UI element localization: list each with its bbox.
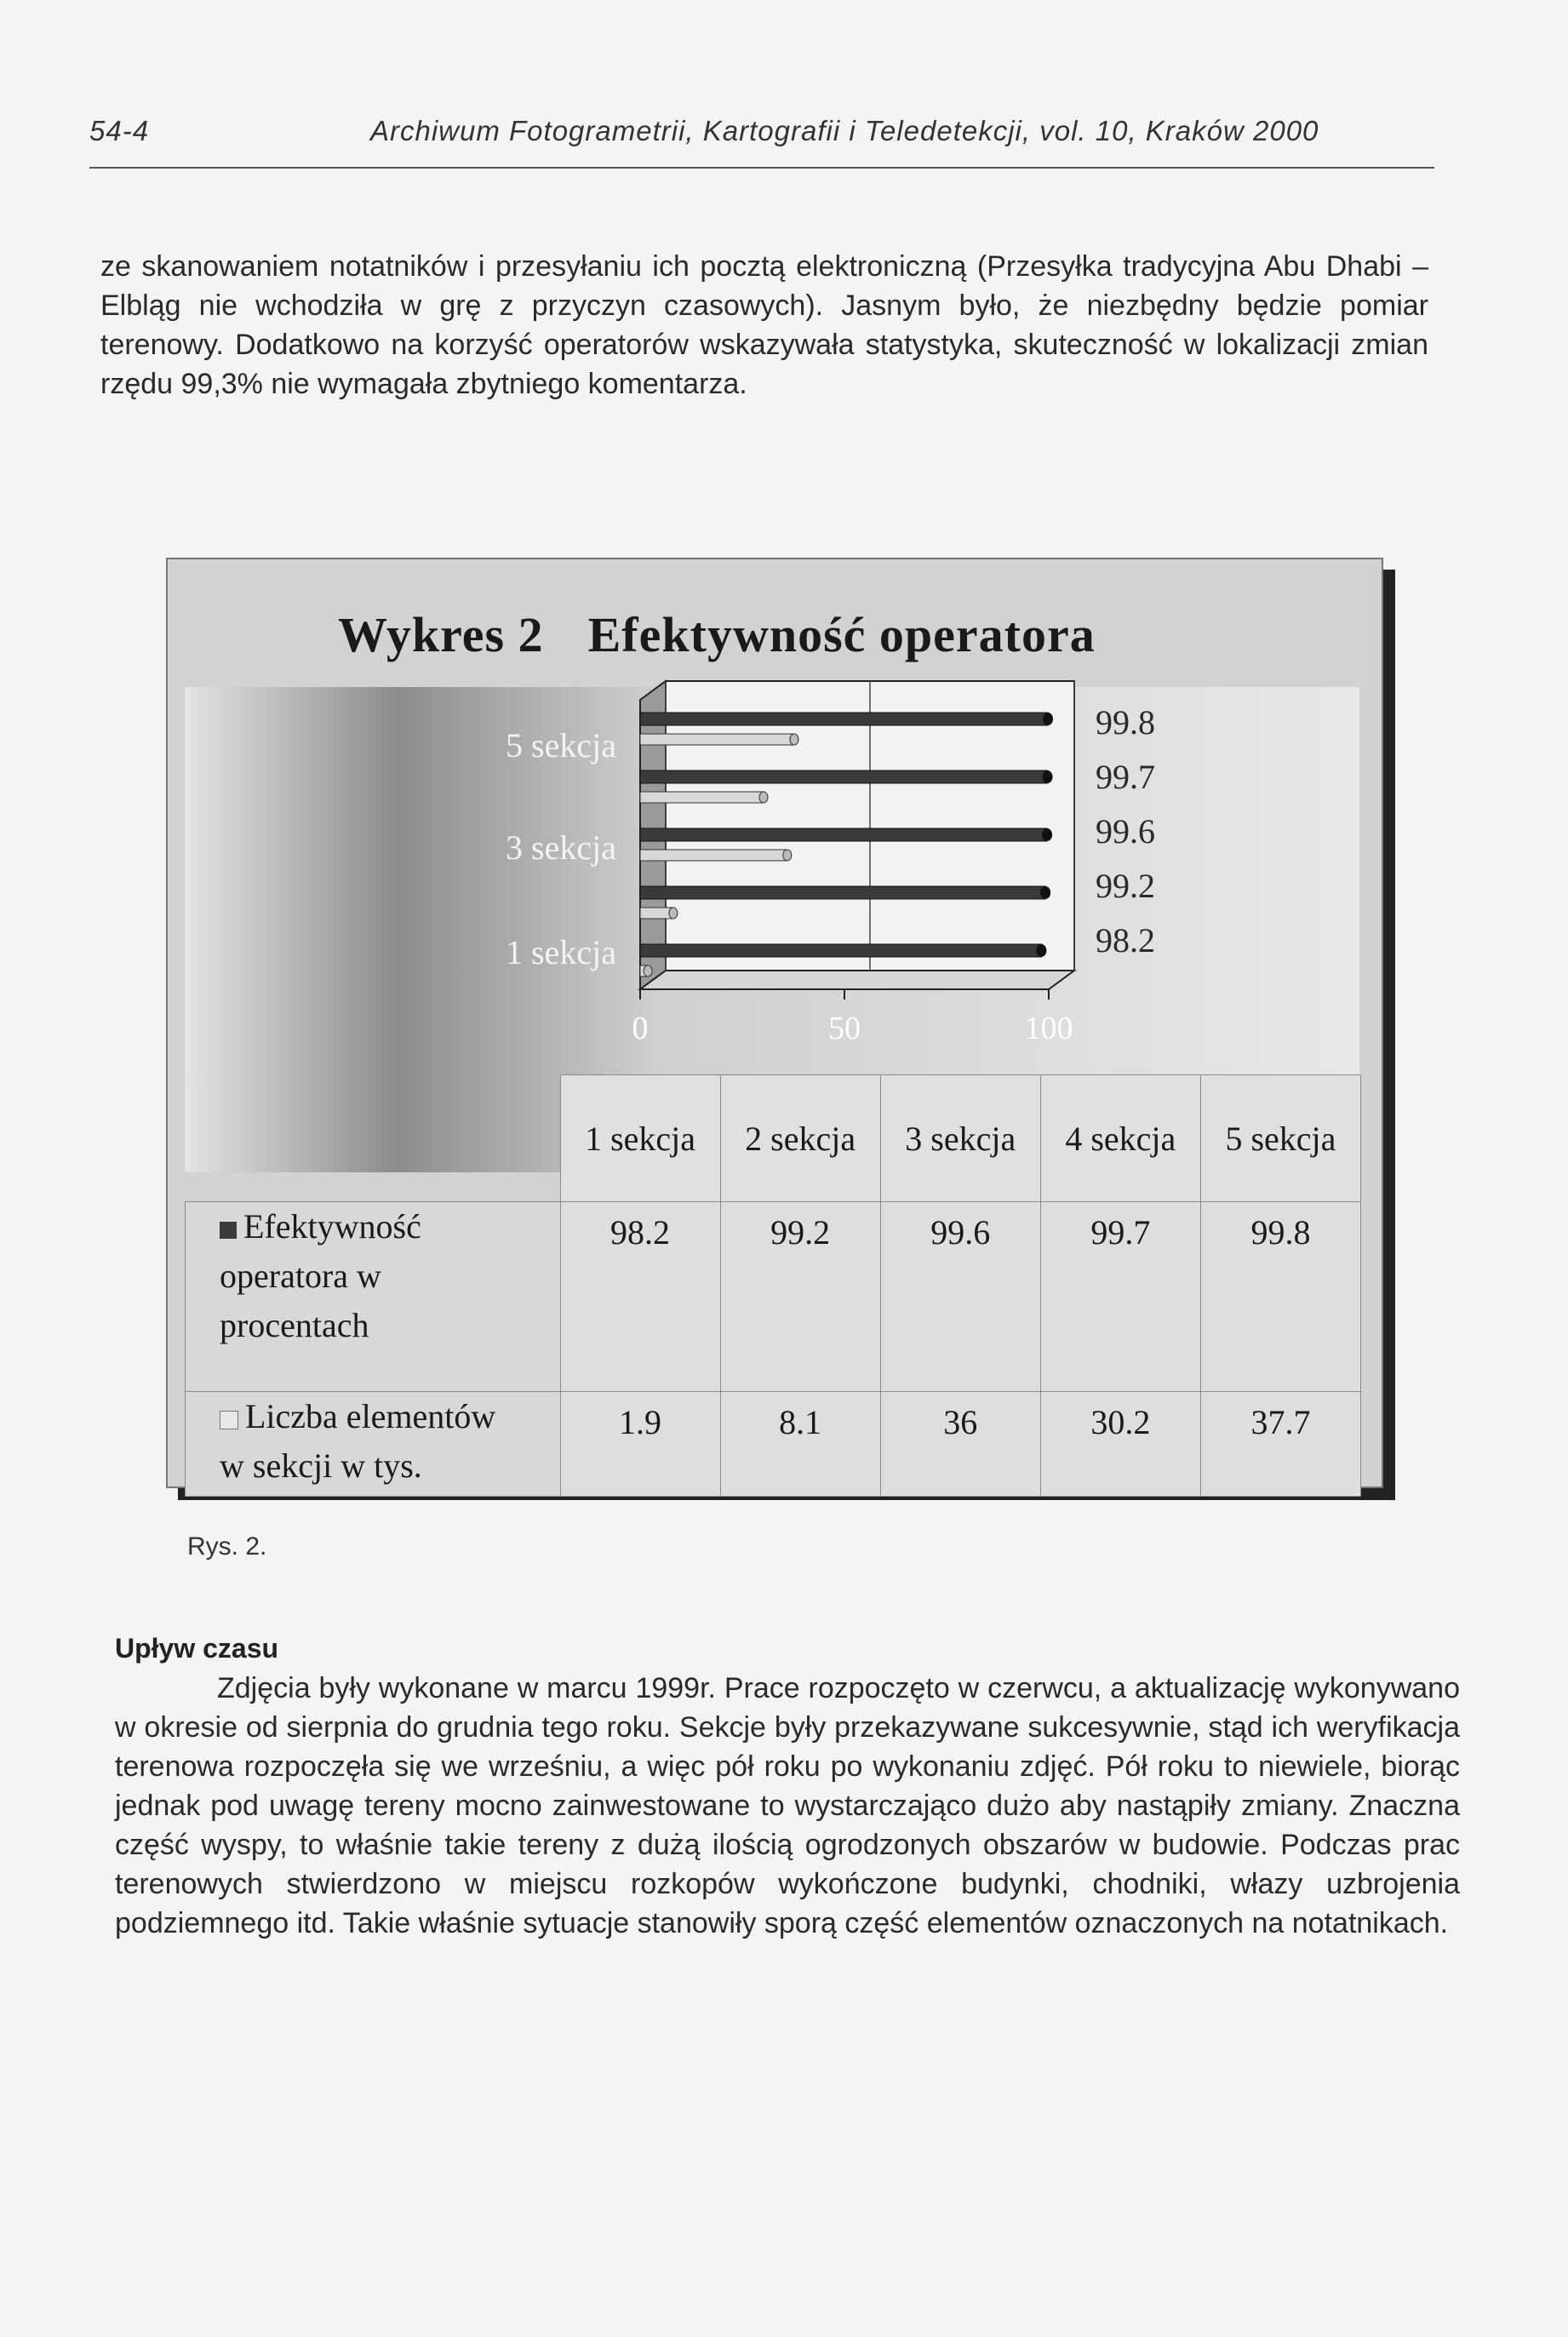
bar-elements-cap <box>669 908 678 919</box>
row-label-line: Liczba elementów <box>245 1397 496 1435</box>
data-label: 98.2 <box>1096 921 1155 959</box>
table-row-label <box>186 1392 561 1497</box>
table-cell: 37.7 <box>1200 1392 1360 1497</box>
y-tick-label: 3 sekcja <box>506 828 616 867</box>
table-row <box>186 1202 1361 1392</box>
chart-title-part-1: Wykres 2 <box>338 607 544 662</box>
table-corner <box>186 1075 561 1202</box>
x-tick-label: 100 <box>1024 1011 1073 1046</box>
page-number: 54-4 <box>89 115 150 146</box>
header-rule <box>89 167 1434 169</box>
table-cell: 99.7 <box>1040 1202 1200 1392</box>
table-col-header: 2 sekcja <box>720 1075 880 1202</box>
row-label-line: Efektywność <box>243 1207 421 1246</box>
table-col-header: 4 sekcja <box>1040 1075 1200 1202</box>
section-heading: Upływ czasu <box>115 1633 279 1664</box>
data-label: 99.2 <box>1096 867 1155 905</box>
table-row <box>186 1392 1361 1497</box>
chart-title-part-2: Efektywność operatora <box>587 607 1096 662</box>
bar-efficiency-cap <box>1036 944 1046 957</box>
data-label: 99.7 <box>1096 758 1155 796</box>
bar-efficiency-cap <box>1042 828 1052 841</box>
table-header-row <box>186 1075 1361 1202</box>
table-cell: 99.8 <box>1200 1202 1360 1392</box>
table-col-header: 5 sekcja <box>1200 1075 1360 1202</box>
bar-efficiency <box>640 713 1048 725</box>
journal-title: Archiwum Fotogrametrii, Kartografii i Teledetekcji, vol. 10, Kraków 2000 <box>370 115 1319 146</box>
bar-elements <box>640 734 794 745</box>
bar-efficiency <box>640 828 1047 841</box>
x-tick-label: 50 <box>828 1011 861 1046</box>
table-cell: 8.1 <box>720 1392 880 1497</box>
row-label-line: procentach <box>220 1306 369 1344</box>
row-label-line: w sekcji w tys. <box>220 1446 422 1485</box>
y-tick-label: 1 sekcja <box>506 933 616 971</box>
plot-floor <box>640 971 1074 989</box>
row-label-line: operatora w <box>220 1257 381 1295</box>
body-paragraph-1: ze skanowaniem notatników i przesyłaniu ich pocztą elektroniczną (Przesyłka tradycyjna Abu Dhabi – Elbląg nie wchodziła w grę z przyczyn czasowych). Jasnym było, że niezbędny będzie pomiar terenowy. Dodatkowo na korzyść operatorów wskazywała statystyka, skuteczność w lokalizacji zmian rzędu 99,3% nie wymagała zbytniego komentarza. <box>100 250 1428 400</box>
figure-caption: Rys. 2. <box>187 1532 267 1561</box>
table-cell: 99.2 <box>720 1202 880 1392</box>
bar-elements-cap <box>783 850 792 861</box>
x-tick-label: 0 <box>632 1011 649 1046</box>
bar-efficiency-cap <box>1043 770 1053 783</box>
bar-efficiency <box>640 944 1041 957</box>
table-row-label <box>186 1202 561 1392</box>
bar-efficiency <box>640 770 1048 783</box>
bar-elements <box>640 908 673 919</box>
table-cell: 36 <box>880 1392 1040 1497</box>
legend-swatch-dark <box>220 1222 237 1239</box>
data-label: 99.8 <box>1096 703 1155 742</box>
table-col-header: 3 sekcja <box>880 1075 1040 1202</box>
table-cell: 1.9 <box>560 1392 720 1497</box>
table-cell: 99.6 <box>880 1202 1040 1392</box>
data-table <box>185 1074 1361 1497</box>
table-cell: 30.2 <box>1040 1392 1200 1497</box>
bar-elements-cap <box>644 965 652 977</box>
data-label: 99.6 <box>1096 812 1155 851</box>
bar-elements <box>640 850 787 861</box>
legend-swatch-light <box>220 1411 238 1429</box>
bar-efficiency-cap <box>1040 886 1050 899</box>
bar-elements-cap <box>759 792 768 803</box>
bar-elements-cap <box>790 734 798 745</box>
body-paragraph-2: Zdjęcia były wykonane w marcu 1999r. Prace rozpoczęto w czerwcu, a aktualizację wykonywano w okresie od sierpnia do grudnia tego roku. Sekcje były przekazywane sukcesywnie, stąd ich weryfikacja terenowa rozpoczęła się we wrześniu, a więc pół roku po wykonaniu zdjęć. Pół roku to niewiele, biorąc jednak pod uwagę tereny mocno zainwestowane to wystarczająco dużo aby nastąpiły zmiany. Znaczna część wyspy, to właśnie takie tereny z dużą ilością ogrodzonych obszarów w budowie. Podczas prac terenowych stwierdzono w miejscu rozkopów wykończone budynki, chodniki, włazy uzbrojenia podziemnego itd. Takie właśnie sytuacje stanowiły sporą część elementów oznaczonych na notatnikach. <box>115 1672 1460 1939</box>
bar-efficiency <box>640 886 1045 899</box>
bar-efficiency-cap <box>1043 713 1053 725</box>
table-col-header: 1 sekcja <box>560 1075 720 1202</box>
chart-figure <box>166 558 1383 1488</box>
bar-elements <box>640 792 764 803</box>
data-table-wrap <box>185 1074 1361 1485</box>
y-tick-label: 5 sekcja <box>506 726 616 765</box>
table-cell: 98.2 <box>560 1202 720 1392</box>
